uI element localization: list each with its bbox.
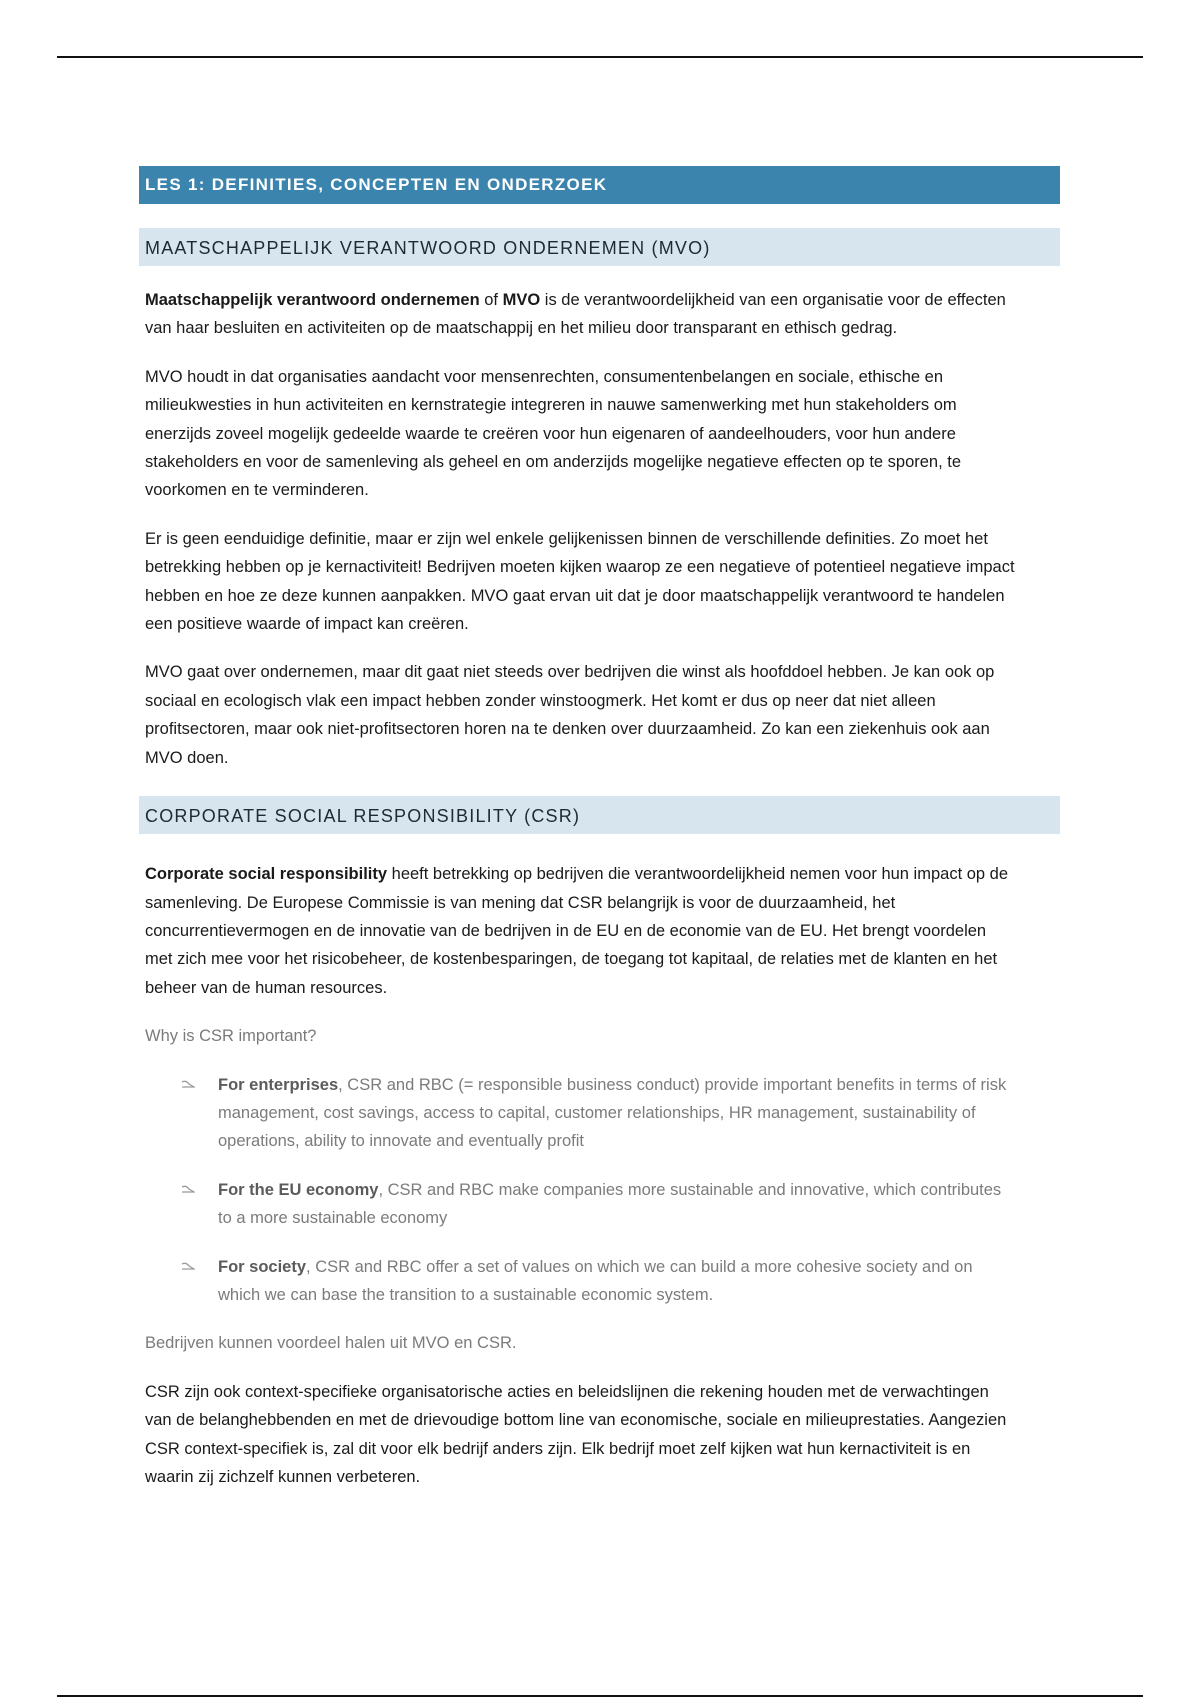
csr-benefits-list — [145, 1071, 1016, 1310]
csr-term: Corporate social responsibility — [145, 865, 388, 884]
csr-definition: heeft betrekking op bedrijven die verantwoordelijkheid nemen voor hun impact op de samenleving. De Europese Commissie is van mening dat CSR belangrijk is voor de duurzaamheid, het concurrentievermogen en de innovatie van de bedrijven in de EU en de economie van de EU. Het brengt voordelen met zich mee voor het risicobeheer, de kostenbesparingen, de toegang tot kapitaal, de relaties met de klanten en het beheer van de human resources. — [145, 865, 1009, 997]
mvo-paragraph-2: MVO houdt in dat organisaties aandacht voor mensenrechten, consumentenbelangen en sociale, ethische en milieukwesties in hun activiteiten en kernstrategie integreren in nauwe samenwerking met hun stakeholders om enerzijds zoveel mogelijk gedeelde waarde te creëren voor hun eigenaren of aandeelhouders, voor hun andere stakeholders en voor de samenleving als geheel en om anderzijds mogelijke negatieve effecten op te sporen, te voorkomen en te verminderen. — [145, 367, 962, 500]
bullet-text: , CSR and RBC offer a set of values on which we can build a more cohesive society and on which we can base the transition to a sustainable economic system. — [218, 1257, 973, 1304]
list-item — [218, 1071, 1016, 1156]
heading-main: LES 1: DEFINITIES, CONCEPTEN EN ONDERZOEK — [139, 166, 1060, 204]
bullet-term: For society — [218, 1257, 307, 1276]
bullet-term: For enterprises — [218, 1075, 339, 1094]
document-page — [139, 166, 1060, 1511]
section-csr-body — [139, 860, 1060, 1491]
bullet-arrow-icon — [181, 1079, 195, 1091]
mvo-paragraph-3: Er is geen eenduidige definitie, maar er zijn wel enkele gelijkenissen binnen de verschillende definities. Zo moet het betrekking hebben op je kernactiviteit! Bedrijven moeten kijken waarop ze een negatieve of potentieel negatieve impact hebben en hoe ze deze kunnen aanpakken. MVO gaat ervan uit dat je door maatschappelijk verantwoord te handelen een positieve waarde of impact kan creëren. — [145, 529, 1015, 634]
list-item — [218, 1253, 1016, 1310]
mvo-definition: is de verantwoordelijkheid van een organisatie voor de effecten van haar besluiten en activiteiten op de maatschappij en het milieu door transparant en ethisch gedrag. — [145, 291, 1006, 338]
csr-why-question: Why is CSR important? — [145, 1027, 317, 1046]
mvo-abbr: MVO — [502, 291, 541, 309]
section-mvo-body — [139, 286, 1060, 772]
csr-paragraph-2: CSR zijn ook context-specifieke organisatorische acties en beleidslijnen die rekening houden met de verwachtingen van de belanghebbenden en met de drievoudige bottom line van economische, sociale en milieuprestaties. Aangezien CSR context-specifiek is, zal dit voor elk bedrijf anders zijn. Elk bedrijf moet zelf kijken wat hun kernactiviteit is en waarin zij zichzelf kunnen verbeteren. — [145, 1382, 1007, 1486]
footer-rule — [57, 1695, 1143, 1697]
mvo-term: Maatschappelijk verantwoord ondernemen — [145, 291, 480, 309]
heading-csr: CORPORATE SOCIAL RESPONSIBILITY (CSR) — [139, 796, 1060, 834]
bullet-text: , CSR and RBC (= responsible business conduct) provide important benefits in terms of risk management, cost savings, access to capital, customer relationships, HR management, sustainability of operations, ability to innovate and eventually profit — [218, 1075, 1007, 1151]
csr-paragraph-1 — [145, 860, 1016, 1002]
bullet-arrow-icon — [181, 1261, 195, 1273]
bullet-arrow-icon — [181, 1184, 195, 1196]
header-rule — [57, 56, 1143, 58]
csr-note: Bedrijven kunnen voordeel halen uit MVO en CSR. — [145, 1334, 517, 1353]
mvo-paragraph-4: MVO gaat over ondernemen, maar dit gaat niet steeds over bedrijven die winst als hoofddoel hebben. Je kan ook op sociaal en ecologisch vlak een impact hebben zonder winstoogmerk. Het komt er dus op neer dat niet alleen profitsectoren, maar ook niet-profitsectoren horen na te denken over duurzaamheid. Zo kan een ziekenhuis ook aan MVO doen. — [145, 663, 995, 767]
bullet-term: For the EU economy — [218, 1180, 379, 1199]
heading-mvo: MAATSCHAPPELIJK VERANTWOORD ONDERNEMEN (MVO) — [139, 228, 1060, 266]
list-item — [218, 1176, 1016, 1233]
mvo-paragraph-1 — [145, 286, 1016, 343]
mvo-term-connector: of — [479, 291, 503, 309]
bullet-text: , CSR and RBC make companies more sustainable and innovative, which contributes to a more sustainable economy — [218, 1180, 1002, 1228]
